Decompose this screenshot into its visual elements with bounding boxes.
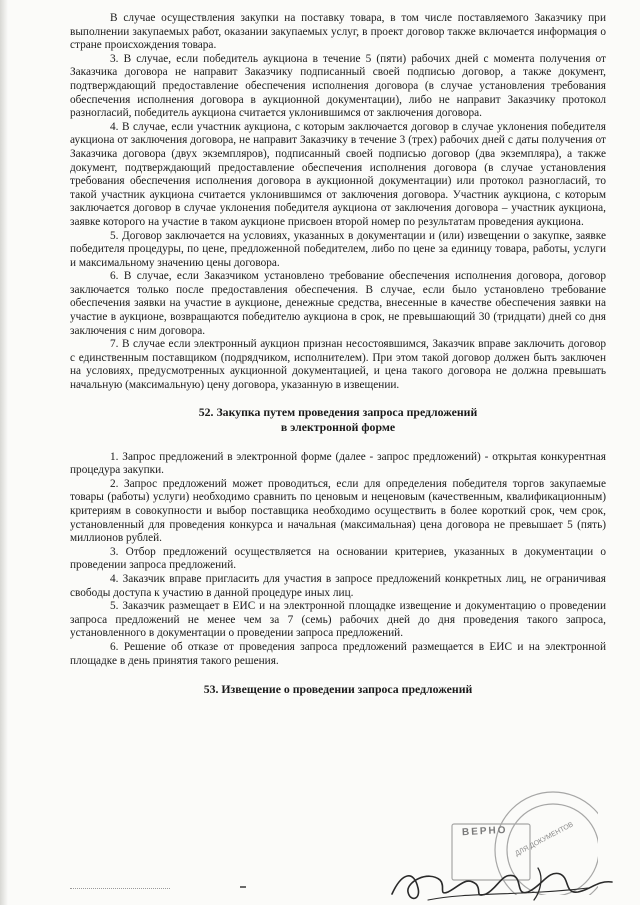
- stamp-text-top: ВЕРНО: [461, 824, 508, 839]
- section-52-title-line1: 52. Закупка путем проведения запроса предложений: [198, 404, 478, 419]
- section-53-title: 53. Извещение о проведении запроса предложений: [203, 682, 473, 697]
- bottom-line-mark: [240, 886, 246, 888]
- stamp-text-ring: ДЛЯ ДОКУМЕНТОВ: [514, 821, 575, 858]
- paragraph: 4. Заказчик вправе пригласить для участия в запросе предложений конкретных лиц, не ограничивая свободы доступа к участию в данной процедуре иных лиц.: [70, 572, 606, 599]
- paragraph: 2. Запрос предложений может проводиться, если для определения победителя торгов закупаемые товары (работы) услуги) необходимо сравнить по ценовым и неценовым (качественным, квалификационным) критериям в совокупности и выбор поставщика необходимо осуществить в более короткий срок, чем срок, установленный для проведения конкурса и начальная (максимальная) цена договора не превышает 5 (пять) миллионов рублей.: [70, 477, 606, 545]
- paragraph: 3. В случае, если победитель аукциона в течение 5 (пяти) рабочих дней с момента получения от Заказчика договора не направит Заказчику подписанный своей подписью договор, а также документ, подтверждающий предоставление обеспечения исполнения договора (в случае установления требования обеспечения исполнения договора в аукционной документации), либо не направит Заказчику протокол разногласий, победитель аукциона считается уклонившимся от заключения договора.: [70, 52, 606, 120]
- paragraph: 5. Заказчик размещает в ЕИС и на электронной площадке извещение и документацию о проведении запроса предложений не менее чем за 7 (семь) рабочих дней до дня проведения такого запроса, установленного в документации о проведении запроса предложений.: [70, 600, 606, 640]
- paragraph: 6. Решение об отказе от проведения запроса предложений размещается в ЕИС и на электронной площадке в день принятия такого решения.: [70, 640, 606, 667]
- paragraph: 4. В случае, если участник аукциона, с которым заключается договор в случае уклонения победителя аукциона от заключения договора, не направит Заказчику в течение 3 (трех) рабочих дней с даты получения от Заказчика договора (двух экземпляров), подписанный своей подписью договор (два экземпляра), а также документ, подтверждающий предоставление обеспечения исполнения договора (в случае установления требования обеспечения исполнения договора в аукционной документации) или протокол разногласий, то такой участник аукциона считается уклонившимся от заключения договора. Участник аукциона, с которым заключается договор в случае уклонения победителя аукциона от заключения договора – участник аукциона, заявке которого на участие в таком аукционе присвоен второй номер по результатам проведения аукциона.: [70, 120, 606, 228]
- paragraph: В случае осуществления закупки на поставку товара, в том числе поставляемого Заказчику при выполнении закупаемых работ, оказании закупаемых услуг, в проект договор также включается информация о стране происхождения товара.: [70, 12, 606, 52]
- document-body: [70, 12, 606, 697]
- section-52-title-line2: в электронной форме: [280, 419, 396, 434]
- handwritten-signature: [388, 862, 618, 904]
- paragraph: 6. В случае, если Заказчиком установлено требование обеспечения исполнения договора, договор заключается только после предоставления обеспечения. В случае, если было установлено требование обеспечения заявки на участие в аукционе, денежные средства, внесенные в качестве обеспечения заявки на участие в аукционе, возвращаются победителю аукциона в срок, не превышающий 30 (тридцати) дней со дня заключения с ним договора.: [70, 270, 606, 337]
- paragraph: 1. Запрос предложений в электронной форме (далее - запрос предложений) - открытая конкурентная процедура закупки.: [70, 450, 606, 477]
- bottom-line-mark: [70, 888, 170, 889]
- paragraph: 3. Отбор предложений осуществляется на основании критериев, указанных в документации о проведении запроса предложений.: [70, 545, 606, 572]
- paragraph: 5. Договор заключается на условиях, указанных в документации и (или) извещении о закупке, заявке победителя процедуры, по цене, предложенной победителем, либо по цене за единицу товара, работы, услуги и максимальному значению цены договора.: [70, 229, 606, 269]
- scan-edge: [0, 0, 8, 905]
- paragraph: 7. В случае если электронный аукцион признан несостоявшимся, Заказчик вправе заключить договор с единственным поставщиком (подрядчиком, исполнителем). При этом такой договор должен быть заключен на условиях, предусмотренных аукционной документацией, и цена такого договора не должна превышать начальную (максимальную) цену договора, указанную в извещении.: [70, 338, 606, 392]
